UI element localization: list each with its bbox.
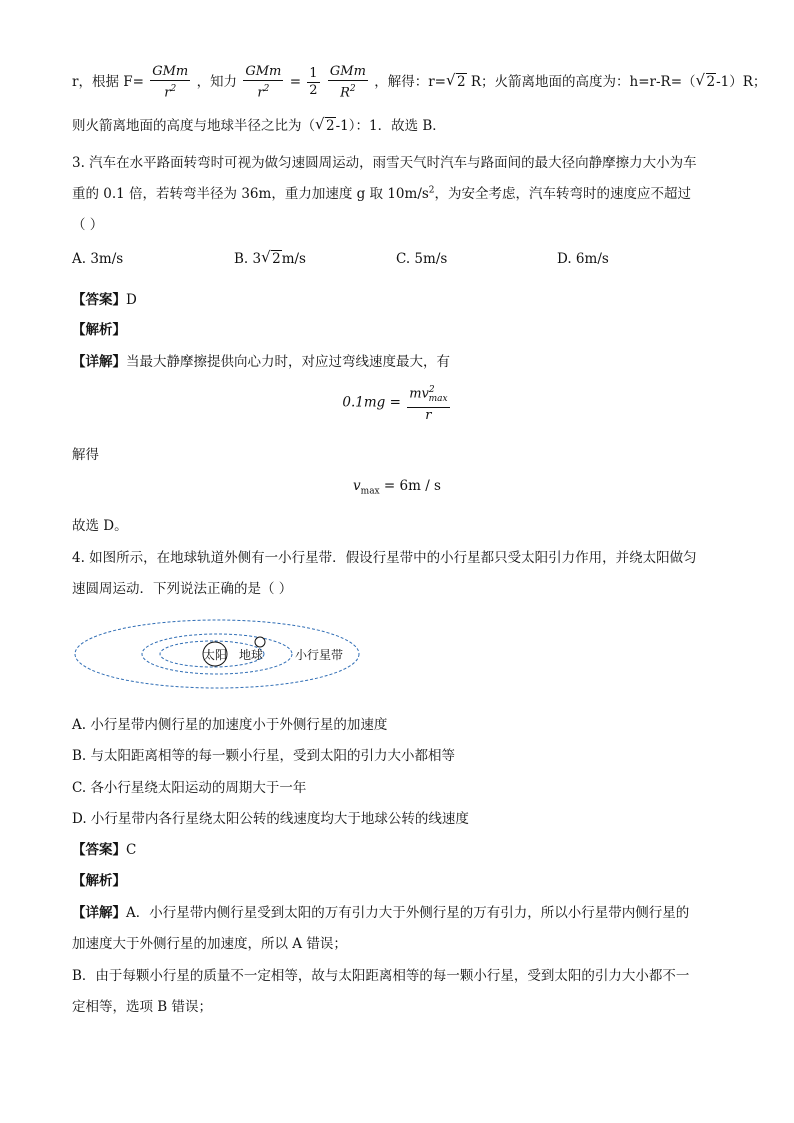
- q4-answer: [72, 838, 136, 858]
- text-segment: ，知力: [196, 74, 238, 91]
- q3-option-d: D. 6m/s: [557, 251, 609, 267]
- sqrt-2: √ 2: [695, 71, 716, 91]
- text-segment: -1）R；: [716, 74, 767, 91]
- fraction-gmm-R2: $\frac{\text{GMm}}{R^2}$: [329, 64, 366, 101]
- q3-detail: 【详解】当最大静摩擦提供向心力时，对应过弯线速度最大，有: [72, 354, 450, 370]
- sqrt-2: √ 2: [315, 115, 335, 134]
- q4-line-2: 速圆周运动．下列说法正确的是（ ）: [72, 581, 293, 597]
- fraction-mv2-r: $\frac{mv^2_{max}}{r}$: [407, 382, 449, 424]
- text-segment: R；火箭离地面的高度为：h=r-R=（: [466, 74, 696, 91]
- detail-tag: 【详解】: [72, 354, 126, 370]
- q4-analysis-tag: 【解析】: [72, 873, 126, 889]
- radical-icon: √: [261, 248, 271, 266]
- radical-icon: √: [695, 71, 706, 90]
- q3-choose: 故选 D。: [72, 518, 128, 534]
- answer-tag: 【答案】: [72, 842, 126, 858]
- text-segment: 则火箭离地面的高度与地球半径之比为（: [72, 118, 315, 134]
- answer-value: D: [126, 292, 137, 308]
- fraction-half: [307, 66, 319, 99]
- top-line-2: [72, 114, 446, 134]
- fraction-denominator: r: [164, 85, 171, 101]
- answer-value: C: [126, 842, 137, 858]
- sqrt-2: √ 2: [445, 71, 466, 91]
- fraction-numerator: GMm: [152, 64, 189, 79]
- q4-detail-b-2: 定相等，选项 B 错误；: [72, 999, 213, 1015]
- q3-answer: [72, 288, 137, 308]
- q4-option-c: C. 各小行星绕太阳运动的周期大于一年: [72, 780, 307, 796]
- answer-tag: 【答案】: [72, 292, 126, 308]
- fraction-gmm-r2-left: $\frac{\text{GMm}}{r^2}$: [245, 64, 282, 101]
- q3-equation-2: $v_{max} = 6m / s$: [353, 478, 441, 497]
- fraction-numerator: GMm: [329, 64, 366, 79]
- orbit-diagram: [72, 615, 372, 695]
- q3-line-1: 3. 汽车在水平路面转弯时可视为做匀速圆周运动，雨雪天气时汽车与路面间的最大径向静摩擦力大小为车: [72, 155, 697, 171]
- q3-option-a: A. 3m/s: [72, 251, 124, 267]
- q3-analysis-tag: 【解析】: [72, 322, 126, 338]
- fraction-numerator: 1: [309, 66, 318, 82]
- q4-detail-b-1: B．由于每颗小行星的质量不一定相等，故与太阳距离相等的每一颗小行星，受到太阳的引力大小都不一: [72, 968, 690, 984]
- fraction-gmm-r2: $\frac{\text{GMm}}{r^2}$: [152, 64, 189, 101]
- q4-detail-a-1: 【详解】A．小行星带内侧行星受到太阳的万有引力大于外侧行星的万有引力，所以小行星带内侧行星的: [72, 905, 690, 921]
- equals-sign: =: [289, 74, 301, 91]
- q4-option-b: B. 与太阳距离相等的每一颗小行星，受到太阳的引力大小都相等: [72, 748, 456, 764]
- fraction-denominator: 2: [309, 83, 318, 99]
- q4-option-a: A. 小行星带内侧行星的加速度小于外侧行星的加速度: [72, 717, 388, 733]
- text-segment: ，解得：r=: [374, 74, 446, 91]
- q4-option-d: D. 小行星带内各行星绕太阳公转的线速度均大于地球公转的线速度: [72, 811, 469, 827]
- radical-icon: √: [315, 115, 325, 133]
- fraction-numerator: GMm: [245, 64, 282, 79]
- earth-label: 地球: [239, 648, 264, 662]
- fraction-denominator: R: [340, 85, 350, 101]
- q3-equation-1: 0.1mg = $\frac{mv^2_{max}}{r}$: [0, 382, 794, 424]
- sqrt-2: √ 2: [261, 248, 281, 267]
- fraction-denominator: r: [257, 85, 264, 101]
- sun-label: 太阳: [203, 648, 228, 662]
- radical-icon: √: [445, 71, 456, 90]
- text-segment: -1）：1．故选 B．: [335, 118, 446, 134]
- q3-option-c: C. 5m/s: [396, 251, 448, 267]
- detail-tag: 【详解】: [72, 905, 126, 921]
- q4-line-1: 4. 如图所示，在地球轨道外侧有一小行星带．假设行星带中的小行星都只受太阳引力作用，并绕太阳做匀: [72, 550, 697, 566]
- q3-line-2: 重的 0.1 倍，若转弯半径为 36m，重力加速度 g 取 $10m/s^2$，为安全考虑，汽车转弯时的速度应不超过: [72, 185, 692, 202]
- q3-paren: （ ）: [72, 217, 104, 233]
- q3-option-b: B. 3 √ 2m/s: [234, 248, 306, 267]
- q4-detail-a-2: 加速度大于外侧行星的加速度，所以 A 错误；: [72, 936, 347, 952]
- top-line-1: [72, 64, 766, 101]
- text-segment: r，根据 F=: [72, 74, 144, 91]
- earth-circle: [255, 637, 265, 647]
- q3-solve: 解得: [72, 447, 99, 463]
- belt-label: 小行星带: [295, 648, 344, 662]
